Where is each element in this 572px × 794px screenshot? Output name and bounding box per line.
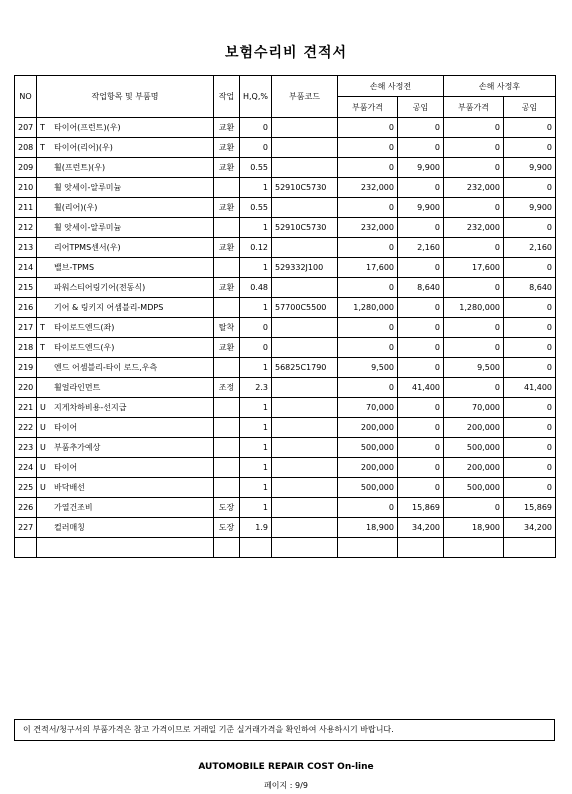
item-class-code: U xyxy=(40,443,46,452)
disclaimer-note: 이 견적서/청구서의 부품가격은 참고 가격이므로 거래일 기준 실거래가격을 확인하여 사용하시기 바랍니다. xyxy=(14,719,555,741)
part-code-cell xyxy=(272,138,338,158)
item-name-cell xyxy=(37,278,214,298)
hours-qty-cell: 0.48 xyxy=(240,278,272,298)
filler-cell xyxy=(398,538,444,558)
row-number-cell: 207 xyxy=(15,118,37,138)
row-number-cell: 216 xyxy=(15,298,37,318)
item-class-code: T xyxy=(40,323,45,332)
table-row xyxy=(15,298,556,318)
header-before: 손해 사정전 xyxy=(338,76,444,97)
after-labor-cell: 0 xyxy=(504,458,556,478)
work-type-cell: 교환 xyxy=(214,238,240,258)
item-name-cell xyxy=(37,118,214,138)
row-number-cell: 225 xyxy=(15,478,37,498)
after-part-price-cell: 200,000 xyxy=(444,458,504,478)
header-before-part-price: 부품가격 xyxy=(338,97,398,118)
item-name: 휠 앗세이-알루미늄 xyxy=(54,183,122,192)
row-number-cell: 214 xyxy=(15,258,37,278)
before-part-price-cell: 0 xyxy=(338,138,398,158)
item-name-cell xyxy=(37,218,214,238)
item-name: 타이어 xyxy=(54,463,78,472)
hours-qty-cell: 1 xyxy=(240,298,272,318)
filler-cell xyxy=(338,538,398,558)
item-name: 휠(리어)(우) xyxy=(54,203,98,212)
before-part-price-cell: 17,600 xyxy=(338,258,398,278)
header-item: 작업항목 및 부품명 xyxy=(37,76,214,118)
item-name-cell xyxy=(37,338,214,358)
item-name: 타이어(프런트)(우) xyxy=(54,123,121,132)
work-type-cell xyxy=(214,458,240,478)
before-part-price-cell: 500,000 xyxy=(338,478,398,498)
item-name: 엔드 어셈블리-타이 로드,우측 xyxy=(54,363,158,372)
after-labor-cell: 0 xyxy=(504,478,556,498)
after-part-price-cell: 9,500 xyxy=(444,358,504,378)
before-part-price-cell: 0 xyxy=(338,338,398,358)
before-part-price-cell: 0 xyxy=(338,118,398,138)
after-labor-cell: 0 xyxy=(504,178,556,198)
hours-qty-cell: 1 xyxy=(240,478,272,498)
before-part-price-cell: 1,280,000 xyxy=(338,298,398,318)
work-type-cell: 교환 xyxy=(214,118,240,138)
filler-cell xyxy=(240,538,272,558)
before-labor-cell: 0 xyxy=(398,118,444,138)
table-row xyxy=(15,338,556,358)
after-part-price-cell: 0 xyxy=(444,318,504,338)
work-type-cell xyxy=(214,258,240,278)
before-part-price-cell: 232,000 xyxy=(338,178,398,198)
work-type-cell: 교환 xyxy=(214,338,240,358)
before-part-price-cell: 0 xyxy=(338,278,398,298)
hours-qty-cell: 0.12 xyxy=(240,238,272,258)
estimate-table xyxy=(14,75,556,558)
row-number-cell: 209 xyxy=(15,158,37,178)
work-type-cell: 교환 xyxy=(214,278,240,298)
before-part-price-cell: 500,000 xyxy=(338,438,398,458)
item-name-cell xyxy=(37,158,214,178)
item-name-cell xyxy=(37,378,214,398)
row-number-cell: 226 xyxy=(15,498,37,518)
after-part-price-cell: 0 xyxy=(444,198,504,218)
work-type-cell xyxy=(214,478,240,498)
filler-cell xyxy=(37,538,214,558)
table-header xyxy=(15,76,556,118)
header-no: NO xyxy=(15,76,37,118)
item-class-code: T xyxy=(40,123,45,132)
item-name-cell xyxy=(37,318,214,338)
item-name-cell xyxy=(37,138,214,158)
item-name-cell xyxy=(37,238,214,258)
work-type-cell xyxy=(214,438,240,458)
after-labor-cell: 0 xyxy=(504,258,556,278)
table-row xyxy=(15,498,556,518)
after-labor-cell: 0 xyxy=(504,358,556,378)
before-labor-cell: 0 xyxy=(398,358,444,378)
row-number-cell: 227 xyxy=(15,518,37,538)
after-part-price-cell: 0 xyxy=(444,378,504,398)
part-code-cell xyxy=(272,518,338,538)
before-labor-cell: 0 xyxy=(398,398,444,418)
table-row xyxy=(15,198,556,218)
after-part-price-cell: 18,900 xyxy=(444,518,504,538)
before-labor-cell: 0 xyxy=(398,178,444,198)
hours-qty-cell: 1 xyxy=(240,218,272,238)
row-number-cell: 223 xyxy=(15,438,37,458)
item-name-cell xyxy=(37,258,214,278)
before-labor-cell: 0 xyxy=(398,138,444,158)
row-number-cell: 217 xyxy=(15,318,37,338)
item-name: 부품추가예상 xyxy=(54,443,101,452)
part-code-cell xyxy=(272,418,338,438)
work-type-cell: 도장 xyxy=(214,518,240,538)
row-number-cell: 210 xyxy=(15,178,37,198)
work-type-cell xyxy=(214,418,240,438)
table-row xyxy=(15,458,556,478)
after-part-price-cell: 500,000 xyxy=(444,478,504,498)
table-body xyxy=(15,118,556,538)
before-part-price-cell: 200,000 xyxy=(338,458,398,478)
hours-qty-cell: 0.55 xyxy=(240,198,272,218)
hours-qty-cell: 1 xyxy=(240,438,272,458)
footer-title: AUTOMOBILE REPAIR COST On-line xyxy=(198,762,374,772)
before-part-price-cell: 0 xyxy=(338,158,398,178)
hours-qty-cell: 0 xyxy=(240,338,272,358)
hours-qty-cell: 1 xyxy=(240,358,272,378)
table-row xyxy=(15,418,556,438)
item-class-code: U xyxy=(40,483,46,492)
after-labor-cell: 34,200 xyxy=(504,518,556,538)
table-row xyxy=(15,158,556,178)
header-after-part-price: 부품가격 xyxy=(444,97,504,118)
after-labor-cell: 0 xyxy=(504,418,556,438)
table-row xyxy=(15,238,556,258)
after-part-price-cell: 0 xyxy=(444,138,504,158)
before-labor-cell: 0 xyxy=(398,298,444,318)
item-class-code: T xyxy=(40,343,45,352)
before-labor-cell: 0 xyxy=(398,318,444,338)
hours-qty-cell: 1 xyxy=(240,178,272,198)
before-part-price-cell: 9,500 xyxy=(338,358,398,378)
item-name: 휠얼라인먼트 xyxy=(54,383,101,392)
filler-cell xyxy=(504,538,556,558)
part-code-cell xyxy=(272,398,338,418)
part-code-cell: 57700C5500 xyxy=(272,298,338,318)
before-part-price-cell: 200,000 xyxy=(338,418,398,438)
item-name-cell xyxy=(37,398,214,418)
item-name-cell xyxy=(37,478,214,498)
after-part-price-cell: 1,280,000 xyxy=(444,298,504,318)
row-number-cell: 218 xyxy=(15,338,37,358)
row-number-cell: 221 xyxy=(15,398,37,418)
work-type-cell xyxy=(214,358,240,378)
before-part-price-cell: 0 xyxy=(338,378,398,398)
item-class-code: U xyxy=(40,403,46,412)
after-labor-cell: 0 xyxy=(504,138,556,158)
work-type-cell: 교환 xyxy=(214,198,240,218)
item-name: 가열건조비 xyxy=(54,503,93,512)
before-part-price-cell: 70,000 xyxy=(338,398,398,418)
part-code-cell: 529332J100 xyxy=(272,258,338,278)
table-row xyxy=(15,378,556,398)
hours-qty-cell: 1 xyxy=(240,398,272,418)
table-row xyxy=(15,258,556,278)
item-name: 지게차하비용-선지급 xyxy=(54,403,127,412)
table-row xyxy=(15,278,556,298)
part-code-cell xyxy=(272,238,338,258)
filler-cell xyxy=(444,538,504,558)
before-labor-cell: 0 xyxy=(398,258,444,278)
after-part-price-cell: 500,000 xyxy=(444,438,504,458)
part-code-cell xyxy=(272,278,338,298)
hours-qty-cell: 0 xyxy=(240,118,272,138)
item-name: 밸브-TPMS xyxy=(54,263,95,272)
hours-qty-cell: 1.9 xyxy=(240,518,272,538)
before-labor-cell: 0 xyxy=(398,418,444,438)
before-part-price-cell: 0 xyxy=(338,318,398,338)
row-number-cell: 213 xyxy=(15,238,37,258)
work-type-cell: 교환 xyxy=(214,158,240,178)
after-labor-cell: 0 xyxy=(504,318,556,338)
part-code-cell xyxy=(272,338,338,358)
item-name-cell xyxy=(37,438,214,458)
table-row xyxy=(15,318,556,338)
before-part-price-cell: 0 xyxy=(338,498,398,518)
item-name: 타이어(리어)(우) xyxy=(54,143,113,152)
work-type-cell xyxy=(214,178,240,198)
filler-cell xyxy=(214,538,240,558)
after-labor-cell: 41,400 xyxy=(504,378,556,398)
before-labor-cell: 15,869 xyxy=(398,498,444,518)
before-part-price-cell: 0 xyxy=(338,198,398,218)
part-code-cell: 52910C5730 xyxy=(272,178,338,198)
after-part-price-cell: 17,600 xyxy=(444,258,504,278)
work-type-cell: 조정 xyxy=(214,378,240,398)
after-part-price-cell: 0 xyxy=(444,338,504,358)
before-labor-cell: 0 xyxy=(398,478,444,498)
empty-filler-row xyxy=(15,538,556,558)
work-type-cell: 교환 xyxy=(214,138,240,158)
part-code-cell: 56825C1790 xyxy=(272,358,338,378)
hours-qty-cell: 2.3 xyxy=(240,378,272,398)
part-code-cell xyxy=(272,118,338,138)
table-row xyxy=(15,518,556,538)
item-class-code: T xyxy=(40,143,45,152)
work-type-cell xyxy=(214,218,240,238)
after-labor-cell: 0 xyxy=(504,338,556,358)
item-name-cell xyxy=(37,498,214,518)
before-labor-cell: 0 xyxy=(398,338,444,358)
hours-qty-cell: 1 xyxy=(240,258,272,278)
after-labor-cell: 2,160 xyxy=(504,238,556,258)
after-part-price-cell: 0 xyxy=(444,278,504,298)
header-hours: H,Q,% xyxy=(240,76,272,118)
before-labor-cell: 0 xyxy=(398,458,444,478)
row-number-cell: 212 xyxy=(15,218,37,238)
header-code: 부품코드 xyxy=(272,76,338,118)
after-part-price-cell: 232,000 xyxy=(444,218,504,238)
item-name: 휠(프런트)(우) xyxy=(54,163,106,172)
after-labor-cell: 9,900 xyxy=(504,198,556,218)
item-class-code: U xyxy=(40,463,46,472)
table-row xyxy=(15,398,556,418)
row-number-cell: 211 xyxy=(15,198,37,218)
work-type-cell: 도장 xyxy=(214,498,240,518)
after-labor-cell: 0 xyxy=(504,398,556,418)
table-row xyxy=(15,178,556,198)
row-number-cell: 222 xyxy=(15,418,37,438)
before-labor-cell: 2,160 xyxy=(398,238,444,258)
before-labor-cell: 9,900 xyxy=(398,158,444,178)
before-labor-cell: 8,640 xyxy=(398,278,444,298)
header-work: 작업 xyxy=(214,76,240,118)
after-labor-cell: 9,900 xyxy=(504,158,556,178)
after-part-price-cell: 70,000 xyxy=(444,398,504,418)
item-name: 리어TPMS센서(우) xyxy=(54,243,121,252)
header-after-labor: 공임 xyxy=(504,97,556,118)
item-name: 바닥배선 xyxy=(54,483,85,492)
before-part-price-cell: 0 xyxy=(338,238,398,258)
row-number-cell: 208 xyxy=(15,138,37,158)
table-row xyxy=(15,358,556,378)
row-number-cell: 215 xyxy=(15,278,37,298)
header-after: 손해 사정후 xyxy=(444,76,556,97)
item-name: 컬러매칭 xyxy=(54,523,85,532)
after-part-price-cell: 0 xyxy=(444,498,504,518)
before-labor-cell: 9,900 xyxy=(398,198,444,218)
after-labor-cell: 0 xyxy=(504,118,556,138)
item-class-code: U xyxy=(40,423,46,432)
part-code-cell xyxy=(272,458,338,478)
item-name: 파워스티어링기어(전동식) xyxy=(54,283,146,292)
header-before-labor: 공임 xyxy=(398,97,444,118)
item-name-cell xyxy=(37,518,214,538)
hours-qty-cell: 0.55 xyxy=(240,158,272,178)
table-row xyxy=(15,138,556,158)
item-name: 타이어 xyxy=(54,423,78,432)
before-part-price-cell: 232,000 xyxy=(338,218,398,238)
after-labor-cell: 0 xyxy=(504,438,556,458)
row-number-cell: 220 xyxy=(15,378,37,398)
after-part-price-cell: 200,000 xyxy=(444,418,504,438)
after-labor-cell: 8,640 xyxy=(504,278,556,298)
part-code-cell xyxy=(272,198,338,218)
table-row xyxy=(15,218,556,238)
table-row xyxy=(15,118,556,138)
item-name-cell xyxy=(37,198,214,218)
item-name: 타이로드엔드(좌) xyxy=(54,323,115,332)
hours-qty-cell: 0 xyxy=(240,318,272,338)
item-name-cell xyxy=(37,418,214,438)
before-labor-cell: 0 xyxy=(398,438,444,458)
hours-qty-cell: 1 xyxy=(240,418,272,438)
before-labor-cell: 34,200 xyxy=(398,518,444,538)
filler-cell xyxy=(272,538,338,558)
page-number: 페이지 : 9/9 xyxy=(264,781,308,790)
part-code-cell xyxy=(272,158,338,178)
after-part-price-cell: 0 xyxy=(444,238,504,258)
filler-cell xyxy=(15,538,37,558)
after-part-price-cell: 232,000 xyxy=(444,178,504,198)
work-type-cell xyxy=(214,298,240,318)
before-part-price-cell: 18,900 xyxy=(338,518,398,538)
after-labor-cell: 0 xyxy=(504,218,556,238)
part-code-cell: 52910C5730 xyxy=(272,218,338,238)
row-number-cell: 224 xyxy=(15,458,37,478)
row-number-cell: 219 xyxy=(15,358,37,378)
table-row xyxy=(15,478,556,498)
item-name-cell xyxy=(37,458,214,478)
part-code-cell xyxy=(272,498,338,518)
item-name: 휠 앗세이-알루미늄 xyxy=(54,223,122,232)
item-name: 기어 & 링키지 어셈블리-MDPS xyxy=(54,303,164,312)
after-part-price-cell: 0 xyxy=(444,118,504,138)
before-labor-cell: 41,400 xyxy=(398,378,444,398)
after-labor-cell: 15,869 xyxy=(504,498,556,518)
item-name-cell xyxy=(37,358,214,378)
after-part-price-cell: 0 xyxy=(444,158,504,178)
work-type-cell xyxy=(214,398,240,418)
part-code-cell xyxy=(272,478,338,498)
hours-qty-cell: 1 xyxy=(240,458,272,478)
before-labor-cell: 0 xyxy=(398,218,444,238)
hours-qty-cell: 0 xyxy=(240,138,272,158)
item-name-cell xyxy=(37,298,214,318)
document-title: 보험수리비 견적서 xyxy=(224,45,348,61)
item-name: 타이로드엔드(우) xyxy=(54,343,115,352)
item-name-cell xyxy=(37,178,214,198)
table-row xyxy=(15,438,556,458)
hours-qty-cell: 1 xyxy=(240,498,272,518)
work-type-cell: 탈착 xyxy=(214,318,240,338)
part-code-cell xyxy=(272,438,338,458)
part-code-cell xyxy=(272,378,338,398)
after-labor-cell: 0 xyxy=(504,298,556,318)
part-code-cell xyxy=(272,318,338,338)
